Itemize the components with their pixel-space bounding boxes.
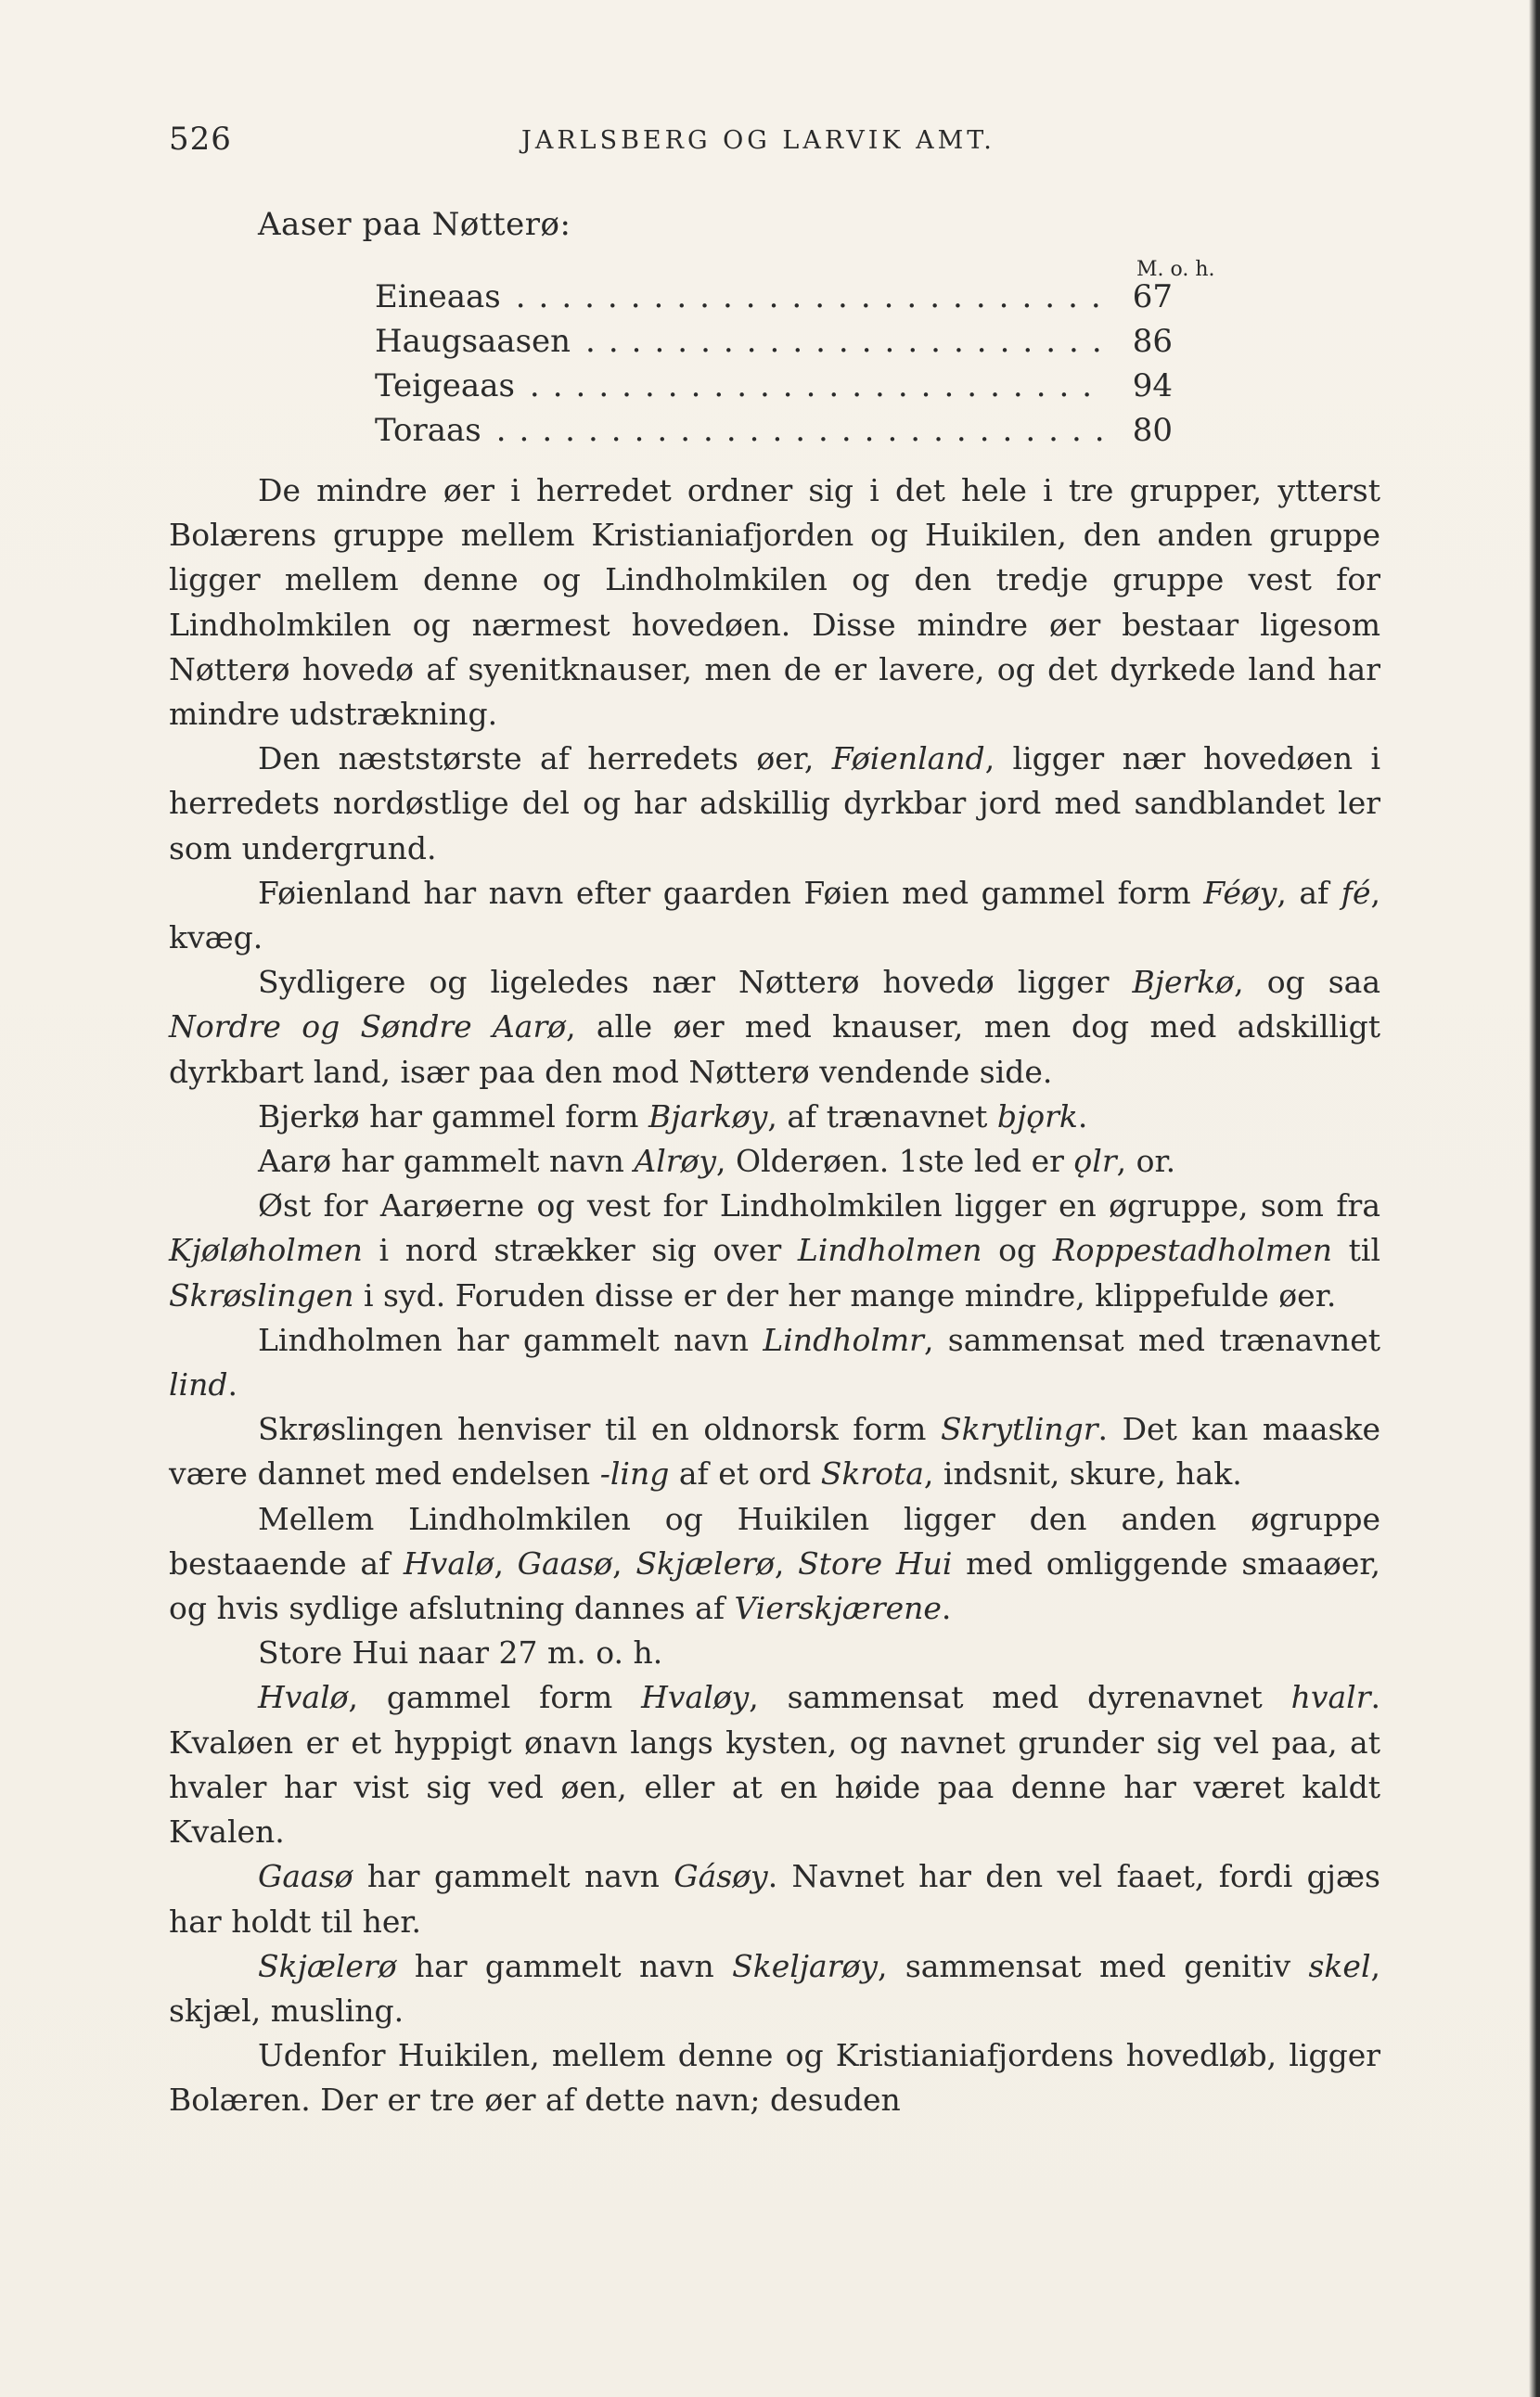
table-row xyxy=(375,412,1173,456)
italic-term: Føienland xyxy=(831,740,985,777)
text-run: og xyxy=(982,1232,1053,1269)
text-run: , skjæl, musling. xyxy=(169,1947,1380,2029)
italic-term: hvalr xyxy=(1290,1679,1371,1716)
italic-term: Skjælerø xyxy=(258,1947,397,1984)
text-run: , sammensat med dyrenavnet xyxy=(749,1679,1291,1716)
italic-term: Vierskjærene xyxy=(734,1590,942,1627)
running-title: JARLSBERG OG LARVIK AMT. xyxy=(521,126,995,155)
italic-term: Bjerkø xyxy=(1132,964,1235,1001)
text-run: , gammel form xyxy=(348,1679,642,1716)
text-run: , alle øer med knauser, men dog med adskilligt dyrkbart land, især paa den mod Nøtterø vendende side. xyxy=(169,1008,1381,1090)
table-row xyxy=(375,323,1173,367)
text-run: Udenfor Huikilen, mellem denne og Kristianiafjordens hovedløb, ligger Bolæren. Der er tre øer af dette navn; desuden xyxy=(169,2037,1380,2119)
italic-term: ǫlr xyxy=(1073,1143,1117,1180)
text-run: har gammelt navn xyxy=(353,1858,674,1895)
height-value: 67 xyxy=(1132,278,1173,315)
text-run: De mindre øer i herredet ordner sig i det hele i tre grupper, ytterst Bolærens gruppe mellem Kristianiafjorden og Huikilen, den anden gruppe ligger mellem denne og Lindholmkilen og den tredje gruppe vest for Lindholmkilen og nærmest hovedøen. Disse mindre øer bestaar ligesom Nøtterø hovedø af syenitknauser, men de er lavere, og det dyrkede land har mindre udstrækning. xyxy=(169,472,1380,733)
italic-term: Hvalø xyxy=(258,1679,349,1716)
text-run: . Kvaløen er et hyppigt ønavn langs kysten, og navnet grunder sig vel paa, at hvaler har vist sig ved øen, eller at en høide paa denne har været kaldt Kvalen. xyxy=(169,1679,1380,1851)
text-run: har gammelt navn xyxy=(396,1947,733,1984)
italic-term: skel xyxy=(1308,1947,1371,1984)
paragraph xyxy=(169,1497,1380,1632)
text-run: Den næststørste af herredets øer, xyxy=(258,740,832,777)
italic-term: Féøy xyxy=(1203,874,1277,911)
paragraph xyxy=(169,737,1380,871)
italic-term: Hvalø xyxy=(403,1545,494,1582)
paragraph xyxy=(169,468,1380,737)
intro-line: Aaser paa Nøtterø: xyxy=(258,206,571,243)
italic-term: Skrøslingen xyxy=(169,1276,354,1314)
text-run: til xyxy=(1332,1232,1380,1269)
paragraph xyxy=(169,1184,1380,1318)
text-run: i nord strækker sig over xyxy=(362,1232,798,1269)
text-run: . xyxy=(941,1590,952,1627)
paragraph xyxy=(169,1318,1380,1407)
text-run: . Navnet har den vel faaet, fordi gjæs har holdt til her. xyxy=(169,1858,1380,1940)
paragraph xyxy=(169,1139,1380,1184)
italic-term: Skeljarøy xyxy=(732,1947,879,1984)
paragraph xyxy=(169,1675,1380,1854)
page-number: 526 xyxy=(169,121,232,158)
text-run: Bjerkø har gammel form xyxy=(258,1097,648,1134)
page-edge xyxy=(1529,0,1540,2397)
leader-dots xyxy=(496,412,1102,449)
leader-dots xyxy=(516,278,1102,315)
text-run: med omliggende smaaøer, og hvis sydlige afslutning dannes af xyxy=(169,1545,1381,1627)
text-run: , xyxy=(494,1545,518,1582)
heights-table xyxy=(375,278,1173,456)
italic-term: Hvaløy xyxy=(641,1679,750,1716)
text-run: , indsnit, skure, hak. xyxy=(923,1455,1242,1493)
place-name: Toraas xyxy=(375,412,481,449)
text-run: , af trænavnet xyxy=(767,1097,997,1134)
text-run: Aarø har gammelt navn xyxy=(258,1143,635,1180)
text-run: , xyxy=(612,1545,636,1582)
text-run: . Det kan maaske være dannet med endelsen xyxy=(169,1411,1380,1493)
text-run: , or. xyxy=(1116,1143,1176,1180)
text-run: . xyxy=(1077,1097,1088,1134)
paragraph xyxy=(169,960,1380,1095)
text-run: , Olderøen. 1ste led er xyxy=(716,1143,1074,1180)
italic-term: Nordre og Søndre Aarø xyxy=(169,1008,567,1045)
text-run: , xyxy=(774,1545,799,1582)
text-run: , af xyxy=(1277,874,1341,911)
place-name: Teigeaas xyxy=(375,367,515,404)
italic-term: Bjarkøy xyxy=(648,1097,768,1134)
text-run: Øst for Aarøerne og vest for Lindholmkilen ligger en øgruppe, som fra xyxy=(258,1187,1380,1224)
text-run: Skrøslingen henviser til en oldnorsk form xyxy=(258,1411,941,1448)
italic-term: -ling xyxy=(599,1455,670,1493)
italic-term: Roppestadholmen xyxy=(1052,1232,1333,1269)
table-row xyxy=(375,278,1173,323)
text-run: i syd. Foruden disse er der her mange mindre, klippefulde øer. xyxy=(353,1276,1337,1314)
height-value: 94 xyxy=(1132,367,1173,404)
paragraph xyxy=(169,1631,1380,1675)
place-name: Haugsaasen xyxy=(375,323,571,360)
text-run: Store Hui naar 27 m. o. h. xyxy=(258,1634,663,1672)
paragraph xyxy=(169,1095,1380,1139)
italic-term: Gásøy xyxy=(674,1858,768,1895)
paragraph xyxy=(169,2033,1380,2122)
paragraph xyxy=(169,871,1380,960)
text-run: Føienland har navn efter gaarden Føien med gammel form xyxy=(258,874,1204,911)
page-header xyxy=(169,121,1375,176)
leader-dots xyxy=(585,323,1102,360)
place-name: Eineaas xyxy=(375,278,501,315)
italic-term: bjǫrk xyxy=(996,1097,1078,1134)
paragraph xyxy=(169,1407,1380,1496)
italic-term: Store Hui xyxy=(798,1545,953,1582)
paragraph xyxy=(169,1944,1380,2033)
text-run: af et ord xyxy=(669,1455,821,1493)
italic-term: Alrøy xyxy=(634,1143,717,1180)
italic-term: Lindholmr xyxy=(763,1321,924,1358)
text-run: Lindholmen har gammelt navn xyxy=(258,1321,764,1358)
text-run: Mellem Lindholmkilen og Huikilen ligger den anden øgruppe bestaaende af xyxy=(169,1500,1380,1582)
unit-label: M. o. h. xyxy=(1136,258,1215,281)
leader-dots xyxy=(530,367,1102,404)
italic-term: Skrota xyxy=(820,1455,924,1493)
italic-term: Skjælerø xyxy=(635,1545,775,1582)
text-run: Sydligere og ligeledes nær Nøtterø hovedø ligger xyxy=(258,964,1133,1001)
body-text xyxy=(169,468,1380,2123)
text-run: . xyxy=(227,1366,237,1404)
italic-term: Skrytlingr xyxy=(940,1411,1098,1448)
italic-term: lind xyxy=(169,1366,228,1404)
height-value: 86 xyxy=(1132,323,1173,360)
text-run: , sammensat med trænavnet xyxy=(923,1321,1381,1358)
italic-term: Gaasø xyxy=(517,1545,613,1582)
text-run: , og saa xyxy=(1234,964,1380,1001)
text-run: , ligger nær hovedøen i herredets nordøstlige del og har adskillig dyrkbar jord med sandblandet ler som undergrund. xyxy=(169,740,1381,866)
italic-term: fé xyxy=(1341,874,1371,911)
italic-term: Lindholmen xyxy=(797,1232,982,1269)
table-row xyxy=(375,367,1173,412)
italic-term: Gaasø xyxy=(258,1858,353,1895)
text-run: , sammensat med genitiv xyxy=(878,1947,1309,1984)
paragraph xyxy=(169,1854,1380,1943)
height-value: 80 xyxy=(1132,412,1173,449)
text-run: , kvæg. xyxy=(169,874,1380,956)
italic-term: Kjøløholmen xyxy=(169,1232,363,1269)
